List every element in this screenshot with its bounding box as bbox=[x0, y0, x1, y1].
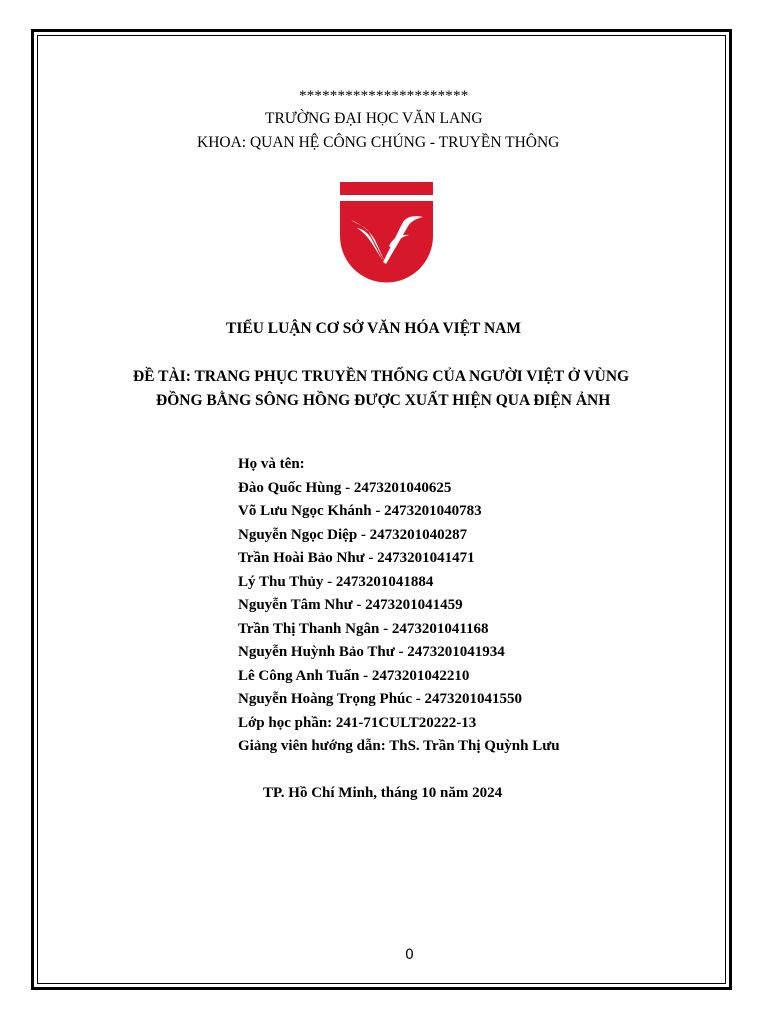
member-item: Đào Quốc Hùng - 2473201040625 bbox=[238, 479, 452, 496]
logo-shield bbox=[340, 182, 433, 283]
member-item: Nguyễn Huỳnh Bảo Thư - 2473201041934 bbox=[238, 644, 505, 660]
instructor: Giảng viên hướng dẫn: ThS. Trần Thị Quỳnh Lưu bbox=[238, 738, 560, 754]
member-item: Trần Thị Thanh Ngân - 2473201041168 bbox=[238, 620, 489, 637]
place-date: TP. Hồ Chí Minh, tháng 10 năm 2024 bbox=[263, 785, 503, 801]
essay-title: TIỂU LUẬN CƠ SỞ VĂN HÓA VIỆT NAM bbox=[226, 320, 521, 337]
university-name: TRƯỜNG ĐẠI HỌC VĂN LANG bbox=[265, 110, 483, 127]
topic-line-2: ĐỒNG BẰNG SÔNG HỒNG ĐƯỢC XUẤT HIỆN QUA ĐIỆN ẢNH bbox=[156, 392, 611, 409]
faculty-name: KHOA: QUAN HỆ CÔNG CHÚNG - TRUYỀN THÔNG bbox=[197, 134, 560, 151]
member-item: Lê Công Anh Tuấn - 2473201042210 bbox=[238, 667, 470, 684]
member-item: Lý Thu Thủy - 2473201041884 bbox=[238, 573, 434, 590]
member-item: Nguyễn Ngọc Diệp - 2473201040287 bbox=[238, 526, 468, 543]
decorative-stars: ********************** bbox=[299, 88, 469, 104]
member-item: Võ Lưu Ngọc Khánh - 2473201040783 bbox=[238, 503, 482, 519]
member-item: Nguyễn Hoàng Trọng Phúc - 2473201041550 bbox=[238, 691, 523, 707]
topic-line-1: ĐỀ TÀI: TRANG PHỤC TRUYỀN THỐNG CỦA NGƯỜI VIỆT Ở VÙNG bbox=[133, 368, 630, 385]
member-block bbox=[238, 453, 560, 759]
university-logo bbox=[339, 182, 434, 284]
class-code: Lớp học phần: 241-71CULT20222-13 bbox=[238, 714, 477, 731]
member-item: Trần Hoài Bảo Như - 2473201041471 bbox=[238, 550, 475, 566]
member-item: Nguyễn Tâm Như - 2473201041459 bbox=[238, 597, 463, 613]
members-label: Họ và tên: bbox=[238, 456, 305, 472]
page-number: 0 bbox=[405, 947, 414, 963]
